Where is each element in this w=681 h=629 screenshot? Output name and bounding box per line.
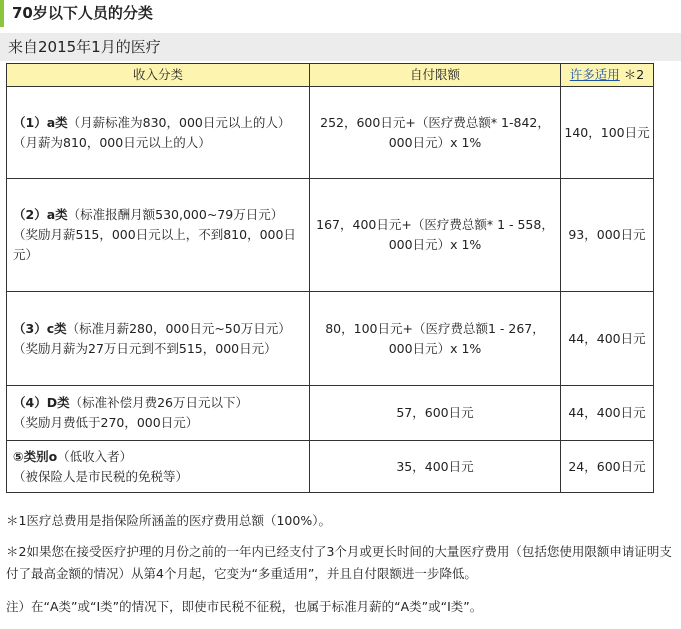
category-tag: （4）D类	[13, 395, 70, 410]
category-tag: （1）a类	[13, 114, 68, 130]
category-text: （低收入者）	[57, 448, 133, 464]
limit-cell: 167，400日元+（医疗费总额* 1 - 558，000日元）x 1%	[310, 179, 561, 292]
table-row	[7, 87, 654, 179]
category-tag: ⑤类别o	[13, 448, 58, 464]
limit-cell: 35，400日元	[310, 441, 561, 493]
category-text: （月薪标准为830，000日元以上的人）	[67, 114, 291, 130]
header-income: 收入分类	[7, 64, 310, 87]
table-row	[7, 386, 654, 441]
income-cell	[7, 441, 310, 493]
category-sub: （奖励月费低于270，000日元）	[13, 415, 199, 430]
table-header-row	[7, 64, 654, 87]
category-text: （标准月薪280，000日元~50万日元）	[66, 320, 291, 336]
table-row	[7, 179, 654, 292]
multi-cell: 44，400日元	[561, 386, 654, 441]
header-limit: 自付限额	[310, 64, 561, 87]
category-text: （标准报酬月额530,000~79万日元）	[67, 207, 284, 222]
limit-cell: 80，100日元+（医疗费总额1 - 267，000日元）x 1%	[310, 292, 561, 386]
footnote-1: ＊1医疗总费用是指保险所涵盖的医疗费用总额（100%）。	[6, 513, 331, 528]
income-cell	[7, 386, 310, 441]
copay-table	[6, 63, 654, 493]
multi-cell: 140，100日元	[561, 87, 654, 179]
category-sub: （被保险人是市民税的免税等）	[13, 468, 189, 484]
multi-cell: 44，400日元	[561, 292, 654, 386]
multi-cell: 24，600日元	[561, 441, 654, 493]
limit-cell: 57，600日元	[310, 386, 561, 441]
category-sub: （月薪为810，000日元以上的人）	[13, 134, 211, 150]
multi-apply-link[interactable]: 许多适用	[569, 67, 620, 82]
income-cell	[7, 87, 310, 179]
category-tag: （2）a类	[13, 207, 68, 222]
category-text: （标准补偿月费26万日元以下）	[69, 395, 248, 410]
income-cell	[7, 292, 310, 386]
category-sub: （奖励月薪为27万日元到不到515，000日元）	[13, 340, 277, 356]
footnote-remark: 注）在“A类”或“I类”的情况下，即使市民税不征税，也属于标准月薪的“A类”或“I类”。	[6, 599, 483, 614]
multi-cell: 93，000日元	[561, 179, 654, 292]
multi-footnote-mark: ＊2	[623, 67, 645, 82]
category-tag: （3）c类	[13, 320, 67, 336]
table-row	[7, 441, 654, 493]
category-sub: （奖励月薪515，000日元以上，不到810，000日元）	[13, 227, 296, 262]
income-cell	[7, 179, 310, 292]
footnote-2: ＊2如果您在接受医疗护理的月份之前的一年内已经支付了3个月或更长时间的大量医疗费用（包括您使用限额申请证明支付了最高金额的情况）从第4个月起，它变为“多重适用”，并且自付限额进一步降低。	[6, 544, 672, 581]
table-row	[7, 292, 654, 386]
header-multi	[561, 64, 654, 87]
limit-cell: 252，600日元+（医疗费总额* 1-842，000日元）x 1%	[310, 87, 561, 179]
section-subtitle: 来自2015年1月的医疗	[0, 33, 681, 61]
page-title: 70岁以下人员的分类	[0, 0, 681, 27]
